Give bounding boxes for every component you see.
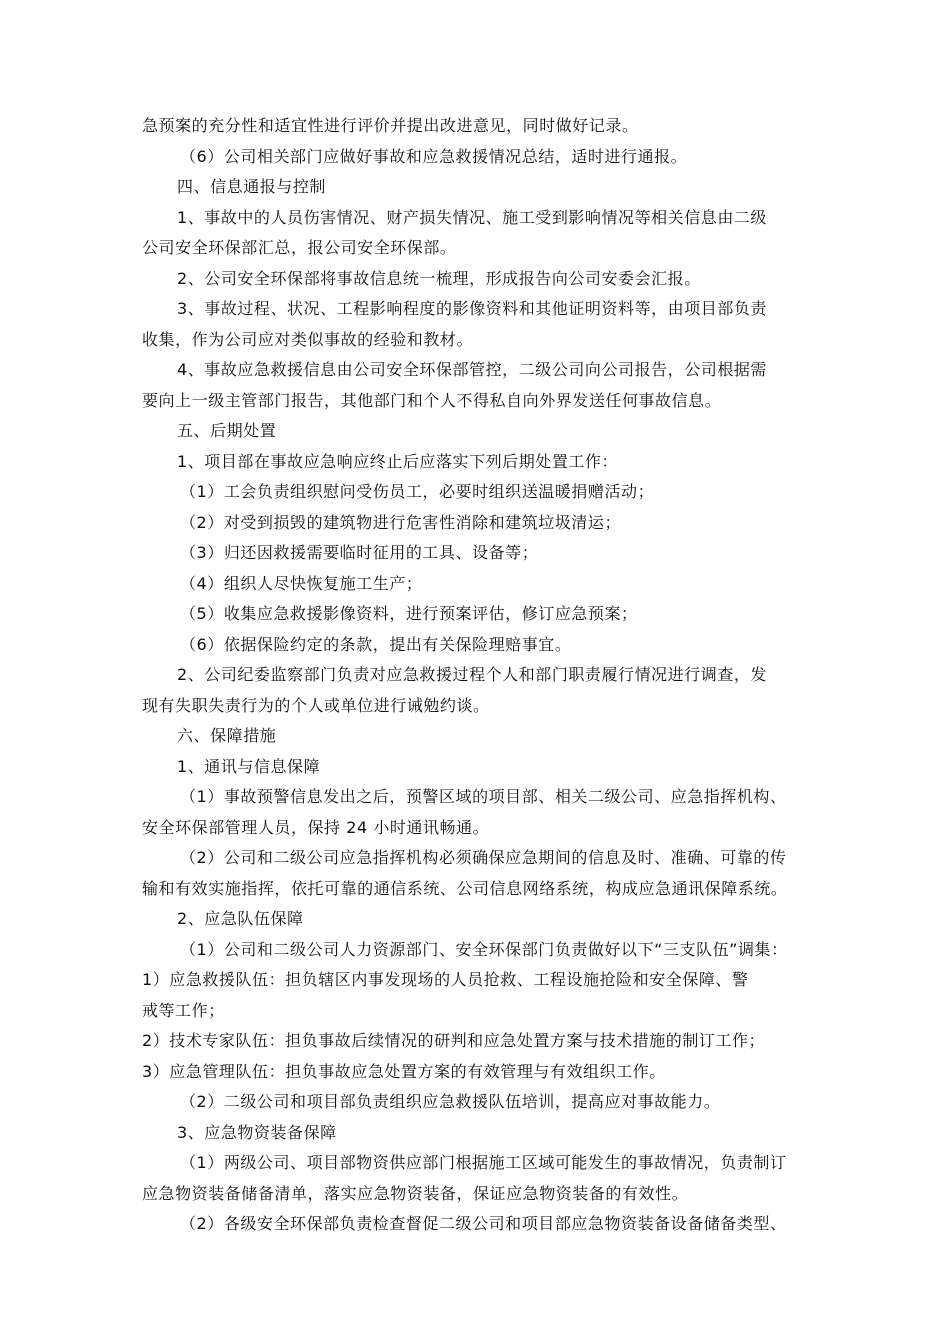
document-body (142, 111, 852, 1240)
paragraph-line: 2、公司纪委监察部门负责对应急救援过程个人和部门职责履行情况进行调查，发 (177, 665, 767, 684)
paragraph-line: 戒等工作； (142, 1000, 225, 1020)
paragraph-line: 现有失职失责行为的个人或单位进行诫勉约谈。 (142, 695, 490, 715)
paragraph-line: 公司安全环保部汇总，报公司安全环保部。 (142, 238, 457, 257)
paragraph-line: 应急物资装备储备清单，落实应急物资装备，保证应急物资装备的有效性。 (142, 1183, 689, 1203)
list-item: （6）依据保险约定的条款，提出有关保险理赔事宜。 (180, 634, 572, 654)
list-item: （2）二级公司和项目部负责组织应急救援队伍培训，提高应对事故能力。 (180, 1092, 721, 1111)
paragraph-line: 2、公司安全环保部将事故信息统一梳理，形成报告向公司安委会汇报。 (177, 268, 701, 288)
section-heading: 四、信息通报与控制 (177, 177, 326, 196)
list-item: （1）事故预警信息发出之后，预警区域的项目部、相关二级公司、应急指挥机构、 (180, 787, 787, 806)
section-heading: 六、保障措施 (177, 726, 277, 745)
paragraph-line: 4、事故应急救援信息由公司安全环保部管控，二级公司向公司报告，公司根据需 (177, 360, 767, 379)
paragraph-line: 急预案的充分性和适宜性进行评价并提出改进意见，同时做好记录。 (142, 116, 639, 135)
list-item: （1）公司和二级公司人力资源部门、安全环保部门负责做好以下“三支队伍”调集： (180, 939, 788, 959)
paragraph-line: 1、事故中的人员伤害情况、财产损失情况、施工受到影响情况等相关信息由二级 (177, 207, 767, 227)
list-item: （1）两级公司、项目部物资供应部门根据施工区域可能发生的事故情况，负责制订 (180, 1153, 787, 1172)
section-heading: 五、后期处置 (177, 421, 277, 440)
paragraph-line: 1、项目部在事故应急响应终止后应落实下列后期处置工作： (177, 451, 619, 471)
subsection-heading: 2、应急队伍保障 (177, 909, 304, 928)
list-item: （2）公司和二级公司应急指挥机构必须确保应急期间的信息及时、准确、可靠的传 (180, 848, 787, 867)
list-item: 2）技术专家队伍：担负事故后续情况的研判和应急处置方案与技术措施的制订工作； (142, 1031, 766, 1050)
paragraph-line: 安全环保部管理人员，保持 24 小时通讯畅通。 (142, 817, 490, 837)
list-item: （2）各级安全环保部负责检查督促二级公司和项目部应急物资装备设备储备类型、 (180, 1214, 787, 1233)
paragraph-line: 要向上一级主管部门报告，其他部门和个人不得私自向外界发送任何事故信息。 (142, 390, 722, 410)
list-item: 3）应急管理队伍：担负事故应急处置方案的有效管理与有效组织工作。 (142, 1061, 666, 1081)
subsection-heading: 3、应急物资装备保障 (177, 1122, 337, 1142)
paragraph-line: 3、事故过程、状况、工程影响程度的影像资料和其他证明资料等，由项目部负责 (177, 299, 767, 318)
list-item: （5）收集应急救援影像资料，进行预案评估，修订应急预案； (180, 604, 638, 623)
subsection-heading: 1、通讯与信息保障 (177, 756, 321, 776)
paragraph-line: 输和有效实施指挥，依托可靠的通信系统、公司信息网络系统，构成应急通讯保障系统。 (142, 878, 788, 898)
paragraph-line: 收集，作为公司应对类似事故的经验和教材。 (142, 329, 474, 349)
list-item: （4）组织人尽快恢复施工生产； (180, 573, 423, 593)
list-item: 1）应急救援队伍：担负辖区内事发现场的人员抢救、工程设施抢险和安全保障、警 (142, 970, 749, 989)
paragraph-line: （6）公司相关部门应做好事故和应急救援情况总结，适时进行通报。 (180, 146, 688, 166)
list-item: （1）工会负责组织慰问受伤员工，必要时组织送温暖捐赠活动； (180, 482, 655, 501)
list-item: （3）归还因救援需要临时征用的工具、设备等； (180, 543, 539, 562)
list-item: （2）对受到损毁的建筑物进行危害性消除和建筑垃圾清运； (180, 512, 622, 532)
